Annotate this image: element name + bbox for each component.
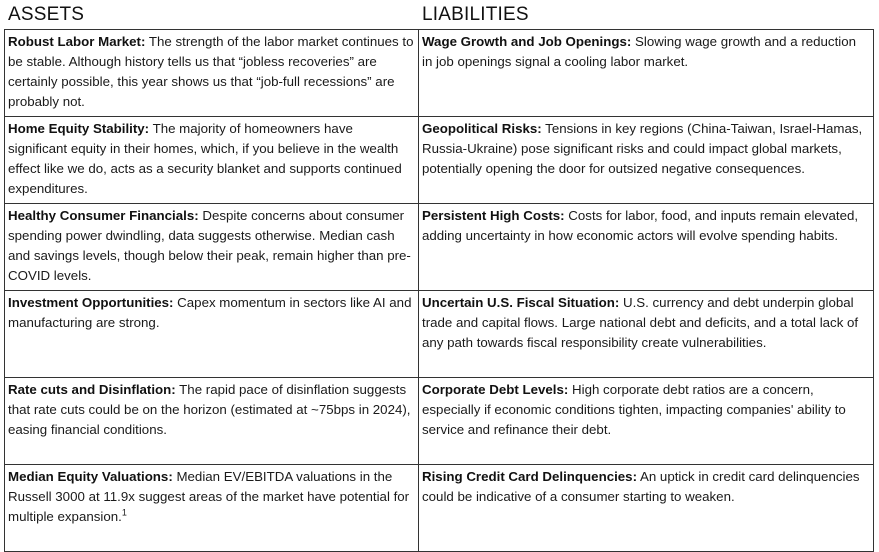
- table-row: [5, 30, 874, 117]
- asset-text: Capex momentum in sectors like AI and manufacturing are strong.: [8, 295, 412, 330]
- liability-cell: [419, 378, 874, 465]
- liability-term: Persistent High Costs:: [422, 208, 565, 223]
- liability-text: U.S. currency and debt underpin global trade and capital flows. Large national debt and deficits, and a total lack of any path towards fiscal responsibility create vulnerabilities.: [422, 295, 859, 350]
- liability-cell: [419, 465, 874, 552]
- asset-term: Rate cuts and Disinflation:: [8, 382, 176, 397]
- footnote-marker: 1: [121, 507, 127, 518]
- assets-heading: ASSETS: [8, 4, 85, 25]
- liability-term: Wage Growth and Job Openings:: [422, 34, 632, 49]
- asset-term: Median Equity Valuations:: [8, 469, 173, 484]
- liabilities-heading: LIABILITIES: [422, 4, 529, 25]
- liability-text: Costs for labor, food, and inputs remain elevated, adding uncertainty in how economic actors will evolve spending habits.: [422, 208, 859, 243]
- liability-term: Rising Credit Card Delinquencies:: [422, 469, 638, 484]
- asset-cell: [5, 378, 419, 465]
- liability-text: Tensions in key regions (China-Taiwan, Israel-Hamas, Russia-Ukraine) pose significant risks and could impact global markets, potentially opening the door for outsized negative consequences.: [422, 121, 863, 176]
- liability-text: Slowing wage growth and a reduction in job openings signal a cooling labor market.: [422, 34, 857, 69]
- liability-cell: [419, 30, 874, 117]
- asset-cell: [5, 291, 419, 378]
- asset-cell: [5, 117, 419, 204]
- asset-cell: [5, 30, 419, 117]
- asset-text: The rapid pace of disinflation suggests that rate cuts could be on the horizon (estimated at ~75bps in 2024), easing financial conditions.: [8, 382, 411, 437]
- asset-text: The strength of the labor market continues to be stable. Although history tells us that “jobless recoveries” are certainly possible, this year shows us that “job-full recessions” are probably not.: [8, 34, 414, 109]
- asset-text: The majority of homeowners have significant equity in their homes, which, if you believe in the wealth effect like we do, acts as a security blanket and supports continued expenditures.: [8, 121, 402, 196]
- asset-term: Healthy Consumer Financials:: [8, 208, 199, 223]
- liability-text: High corporate debt ratios are a concern, especially if economic conditions tighten, impacting companies' ability to service and refinance their debt.: [422, 382, 846, 437]
- table-row: [5, 291, 874, 378]
- liability-term: Geopolitical Risks:: [422, 121, 542, 136]
- asset-term: Home Equity Stability:: [8, 121, 150, 136]
- asset-text: Median EV/EBITDA valuations in the Russell 3000 at 11.9x suggest areas of the market have potential for multiple expansion.: [8, 469, 410, 524]
- liability-cell: [419, 204, 874, 291]
- table-row: [5, 204, 874, 291]
- assets-liabilities-table: [4, 29, 874, 552]
- asset-cell: [5, 204, 419, 291]
- asset-term: Investment Opportunities:: [8, 295, 174, 310]
- table-row: [5, 465, 874, 552]
- column-headers: [0, 4, 879, 30]
- liability-text: An uptick in credit card delinquencies could be indicative of a consumer starting to weaken.: [422, 469, 860, 504]
- liability-cell: [419, 117, 874, 204]
- liability-term: Uncertain U.S. Fiscal Situation:: [422, 295, 620, 310]
- table-row: [5, 378, 874, 465]
- table-row: [5, 117, 874, 204]
- asset-term: Robust Labor Market:: [8, 34, 146, 49]
- liability-term: Corporate Debt Levels:: [422, 382, 569, 397]
- asset-text: Despite concerns about consumer spending power dwindling, data suggests otherwise. Median cash and savings levels, though below their peak, remain higher than pre-COVID levels.: [8, 208, 411, 283]
- asset-cell: [5, 465, 419, 552]
- liability-cell: [419, 291, 874, 378]
